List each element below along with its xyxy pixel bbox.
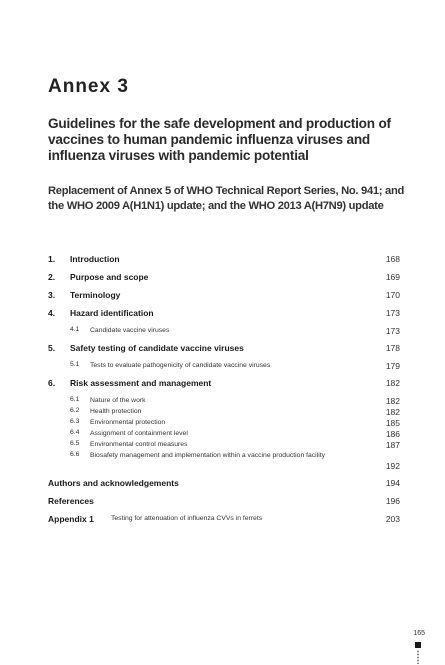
section-title: Hazard identification bbox=[70, 308, 154, 318]
subsection-number: 6.4 bbox=[70, 429, 80, 436]
subsection-title: Candidate vaccine viruses bbox=[90, 327, 170, 334]
subsection-number: 5.1 bbox=[70, 361, 80, 368]
page-number: 187 bbox=[385, 440, 400, 450]
subsection-title: Health protection bbox=[90, 408, 142, 415]
page-number: 168 bbox=[385, 254, 400, 264]
toc-subentry-nature-of-work[interactable] bbox=[48, 396, 400, 407]
subsection-number: 6.3 bbox=[70, 418, 80, 425]
appendix-label: Appendix 1 bbox=[48, 514, 94, 524]
subsection-title: Environmental control measures bbox=[90, 441, 188, 448]
toc-subentry-health-protection[interactable] bbox=[48, 407, 400, 418]
toc-subentry-pathogenicity-tests[interactable] bbox=[48, 361, 400, 372]
toc-subentry-environmental-control[interactable] bbox=[48, 440, 400, 451]
subsection-number: 6.5 bbox=[70, 440, 80, 447]
toc-entry-safety-testing[interactable] bbox=[48, 343, 400, 361]
page-number: 182 bbox=[385, 407, 400, 417]
appendix-title: Testing for attenuation of influenza CVVs in ferrets bbox=[111, 515, 263, 522]
section-title: Purpose and scope bbox=[70, 272, 149, 282]
toc-subentry-candidate-vaccine-viruses[interactable] bbox=[48, 326, 400, 337]
page-number: 179 bbox=[385, 361, 400, 371]
section-number: 4. bbox=[48, 308, 56, 318]
subsection-number: 6.6 bbox=[70, 451, 80, 458]
table-of-contents bbox=[48, 254, 400, 532]
document-title: Guidelines for the safe development and production of vaccines to human pandemic influenza viruses and influenza viruses with pandemic potential bbox=[48, 116, 391, 163]
page-number: 192 bbox=[385, 461, 400, 471]
subsection-number: 4.1 bbox=[70, 326, 80, 333]
page-number: 186 bbox=[385, 429, 400, 439]
section-number: 5. bbox=[48, 343, 56, 353]
document-subtitle: Replacement of Annex 5 of WHO Technical Report Series, No. 941; and the WHO 2009 A(H1N1) update; and the WHO 2013 A(H7N9) update bbox=[48, 185, 405, 212]
toc-subentry-containment-level[interactable] bbox=[48, 429, 400, 440]
toc-entry-risk-assessment[interactable] bbox=[48, 378, 400, 396]
subsection-number: 6.1 bbox=[70, 396, 80, 403]
folio-marker bbox=[415, 642, 421, 648]
page-number: 182 bbox=[385, 378, 400, 388]
page-number: 182 bbox=[385, 396, 400, 406]
page-number: 178 bbox=[385, 343, 400, 353]
section-title: Safety testing of candidate vaccine viruses bbox=[70, 343, 244, 353]
section-number: 3. bbox=[48, 290, 56, 300]
page-number: 173 bbox=[385, 326, 400, 336]
section-number: 2. bbox=[48, 272, 56, 282]
page-number: 203 bbox=[385, 514, 400, 524]
folio-dotted-line bbox=[417, 650, 419, 664]
toc-subentry-environmental-protection[interactable] bbox=[48, 418, 400, 429]
section-number: 1. bbox=[48, 254, 56, 264]
toc-entry-appendix-1[interactable] bbox=[48, 514, 400, 532]
page-number: 170 bbox=[385, 290, 400, 300]
toc-subentry-biosafety-management[interactable] bbox=[48, 451, 400, 472]
subsection-number: 6.2 bbox=[70, 407, 80, 414]
subsection-title: Assignment of containment level bbox=[90, 430, 188, 437]
toc-entry-authors[interactable] bbox=[48, 478, 400, 496]
page-number: 185 bbox=[385, 418, 400, 428]
subsection-title: Nature of the work bbox=[90, 397, 146, 404]
section-number: 6. bbox=[48, 378, 56, 388]
page-number: 194 bbox=[385, 478, 400, 488]
section-title: Risk assessment and management bbox=[70, 378, 212, 388]
subsection-title: Environmental protection bbox=[90, 419, 166, 426]
section-title: Introduction bbox=[70, 254, 120, 264]
annex-heading: Annex 3 bbox=[48, 76, 129, 97]
page-number: 173 bbox=[385, 308, 400, 318]
folio-page-number: 165 bbox=[413, 630, 425, 637]
toc-entry-hazard-identification[interactable] bbox=[48, 308, 400, 326]
toc-entry-references[interactable] bbox=[48, 496, 400, 514]
page-number: 169 bbox=[385, 272, 400, 282]
section-title: Authors and acknowledgements bbox=[48, 478, 179, 488]
toc-entry-terminology[interactable] bbox=[48, 290, 400, 308]
section-title: Terminology bbox=[70, 290, 121, 300]
subsection-title: Biosafety management and implementation within a vaccine production facility bbox=[90, 452, 325, 459]
section-title: References bbox=[48, 496, 94, 506]
toc-entry-introduction[interactable] bbox=[48, 254, 400, 272]
subsection-title: Tests to evaluate pathogenicity of candidate vaccine viruses bbox=[90, 362, 271, 369]
page-number: 196 bbox=[385, 496, 400, 506]
toc-entry-purpose-and-scope[interactable] bbox=[48, 272, 400, 290]
